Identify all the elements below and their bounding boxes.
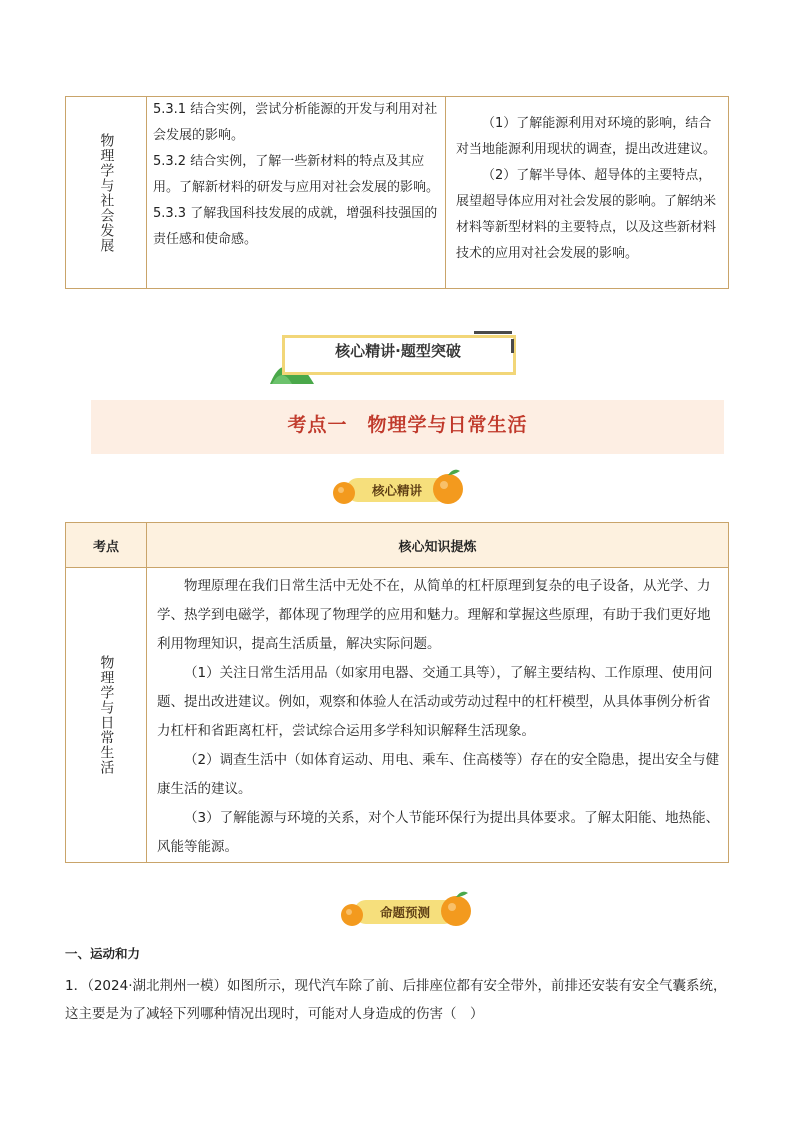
row-label-cell	[66, 568, 147, 863]
knowledge-paragraph: （3）了解能源与环境的关系，对个人节能环保行为提出具体要求。了解太阳能、地热能、风能等能源。	[157, 810, 720, 855]
knowledge-paragraph: （2）调查生活中（如体育运动、用电、乘车、住高楼等）存在的安全隐患，提出安全与健康生活的建议。	[157, 752, 720, 797]
requirement-item: （2）了解半导体、超导体的主要特点，展望超导体应用对社会发展的影响。了解纳米材料等新型材料的主要特点，以及这些新材料技术的应用对社会发展的影响。	[456, 168, 717, 261]
section-banner	[278, 331, 518, 377]
predict-pill	[340, 895, 470, 929]
core-pill-label: 核心精讲	[371, 483, 422, 498]
core-pill	[332, 473, 462, 507]
standard-item: 5.3.2 结合实例，了解一些新材料的特点及其应用。了解新材料的研发与应用对社会发展的影响。	[153, 154, 440, 195]
banner-title: 核心精讲·题型突破	[335, 342, 461, 360]
topic-title: 考点一 物理学与日常生活	[287, 414, 528, 436]
knowledge-cell	[147, 568, 729, 863]
standards-table	[65, 96, 729, 289]
requirement-item: （1）了解能源利用对环境的影响，结合对当地能源利用现状的调查，提出改进建议。	[456, 116, 717, 157]
header-knowledge: 核心知识提炼	[147, 523, 729, 568]
topic-header	[91, 400, 724, 454]
standard-item: 5.3.1 结合实例，尝试分析能源的开发与利用对社会发展的影响。	[153, 102, 438, 143]
standard-item: 5.3.3 了解我国科技发展的成就，增强科技强国的责任感和使命感。	[153, 206, 438, 247]
knowledge-paragraph: 物理原理在我们日常生活中无处不在，从简单的杠杆原理到复杂的电子设备，从光学、力学、热学到电磁学，都体现了物理学的应用和魅力。理解和掌握这些原理，有助于我们更好地利用物理知识，提高生活质量，解决实际问题。	[157, 578, 711, 652]
question-section-heading: 一、运动和力	[65, 946, 141, 961]
header-topic: 考点	[66, 523, 147, 568]
predict-pill-label: 命题预测	[379, 905, 430, 920]
row-label: 物理学与日常生活	[98, 655, 115, 775]
knowledge-paragraph: （1）关注日常生活用品（如家用电器、交通工具等），了解主要结构、工作原理、使用问题、提出改进建议。例如，观察和体验人在活动或劳动过程中的杠杆模型，从具体事例分析省力杠杆和省距离杠杆，尝试综合运用多学科知识解释生活现象。	[157, 665, 713, 739]
knowledge-table	[65, 522, 729, 863]
standards-cell	[147, 97, 446, 289]
requirements-cell	[446, 97, 729, 289]
row-label: 物理学与社会发展	[98, 132, 115, 253]
question-text: 1．（2024·湖北荆州一模）如图所示，现代汽车除了前、后排座位都有安全带外，前排还安装有安全气囊系统，这主要是为了减轻下列哪种情况出现时，可能对人身造成的伤害（ ）	[65, 978, 727, 1022]
row-label-cell	[66, 97, 147, 289]
